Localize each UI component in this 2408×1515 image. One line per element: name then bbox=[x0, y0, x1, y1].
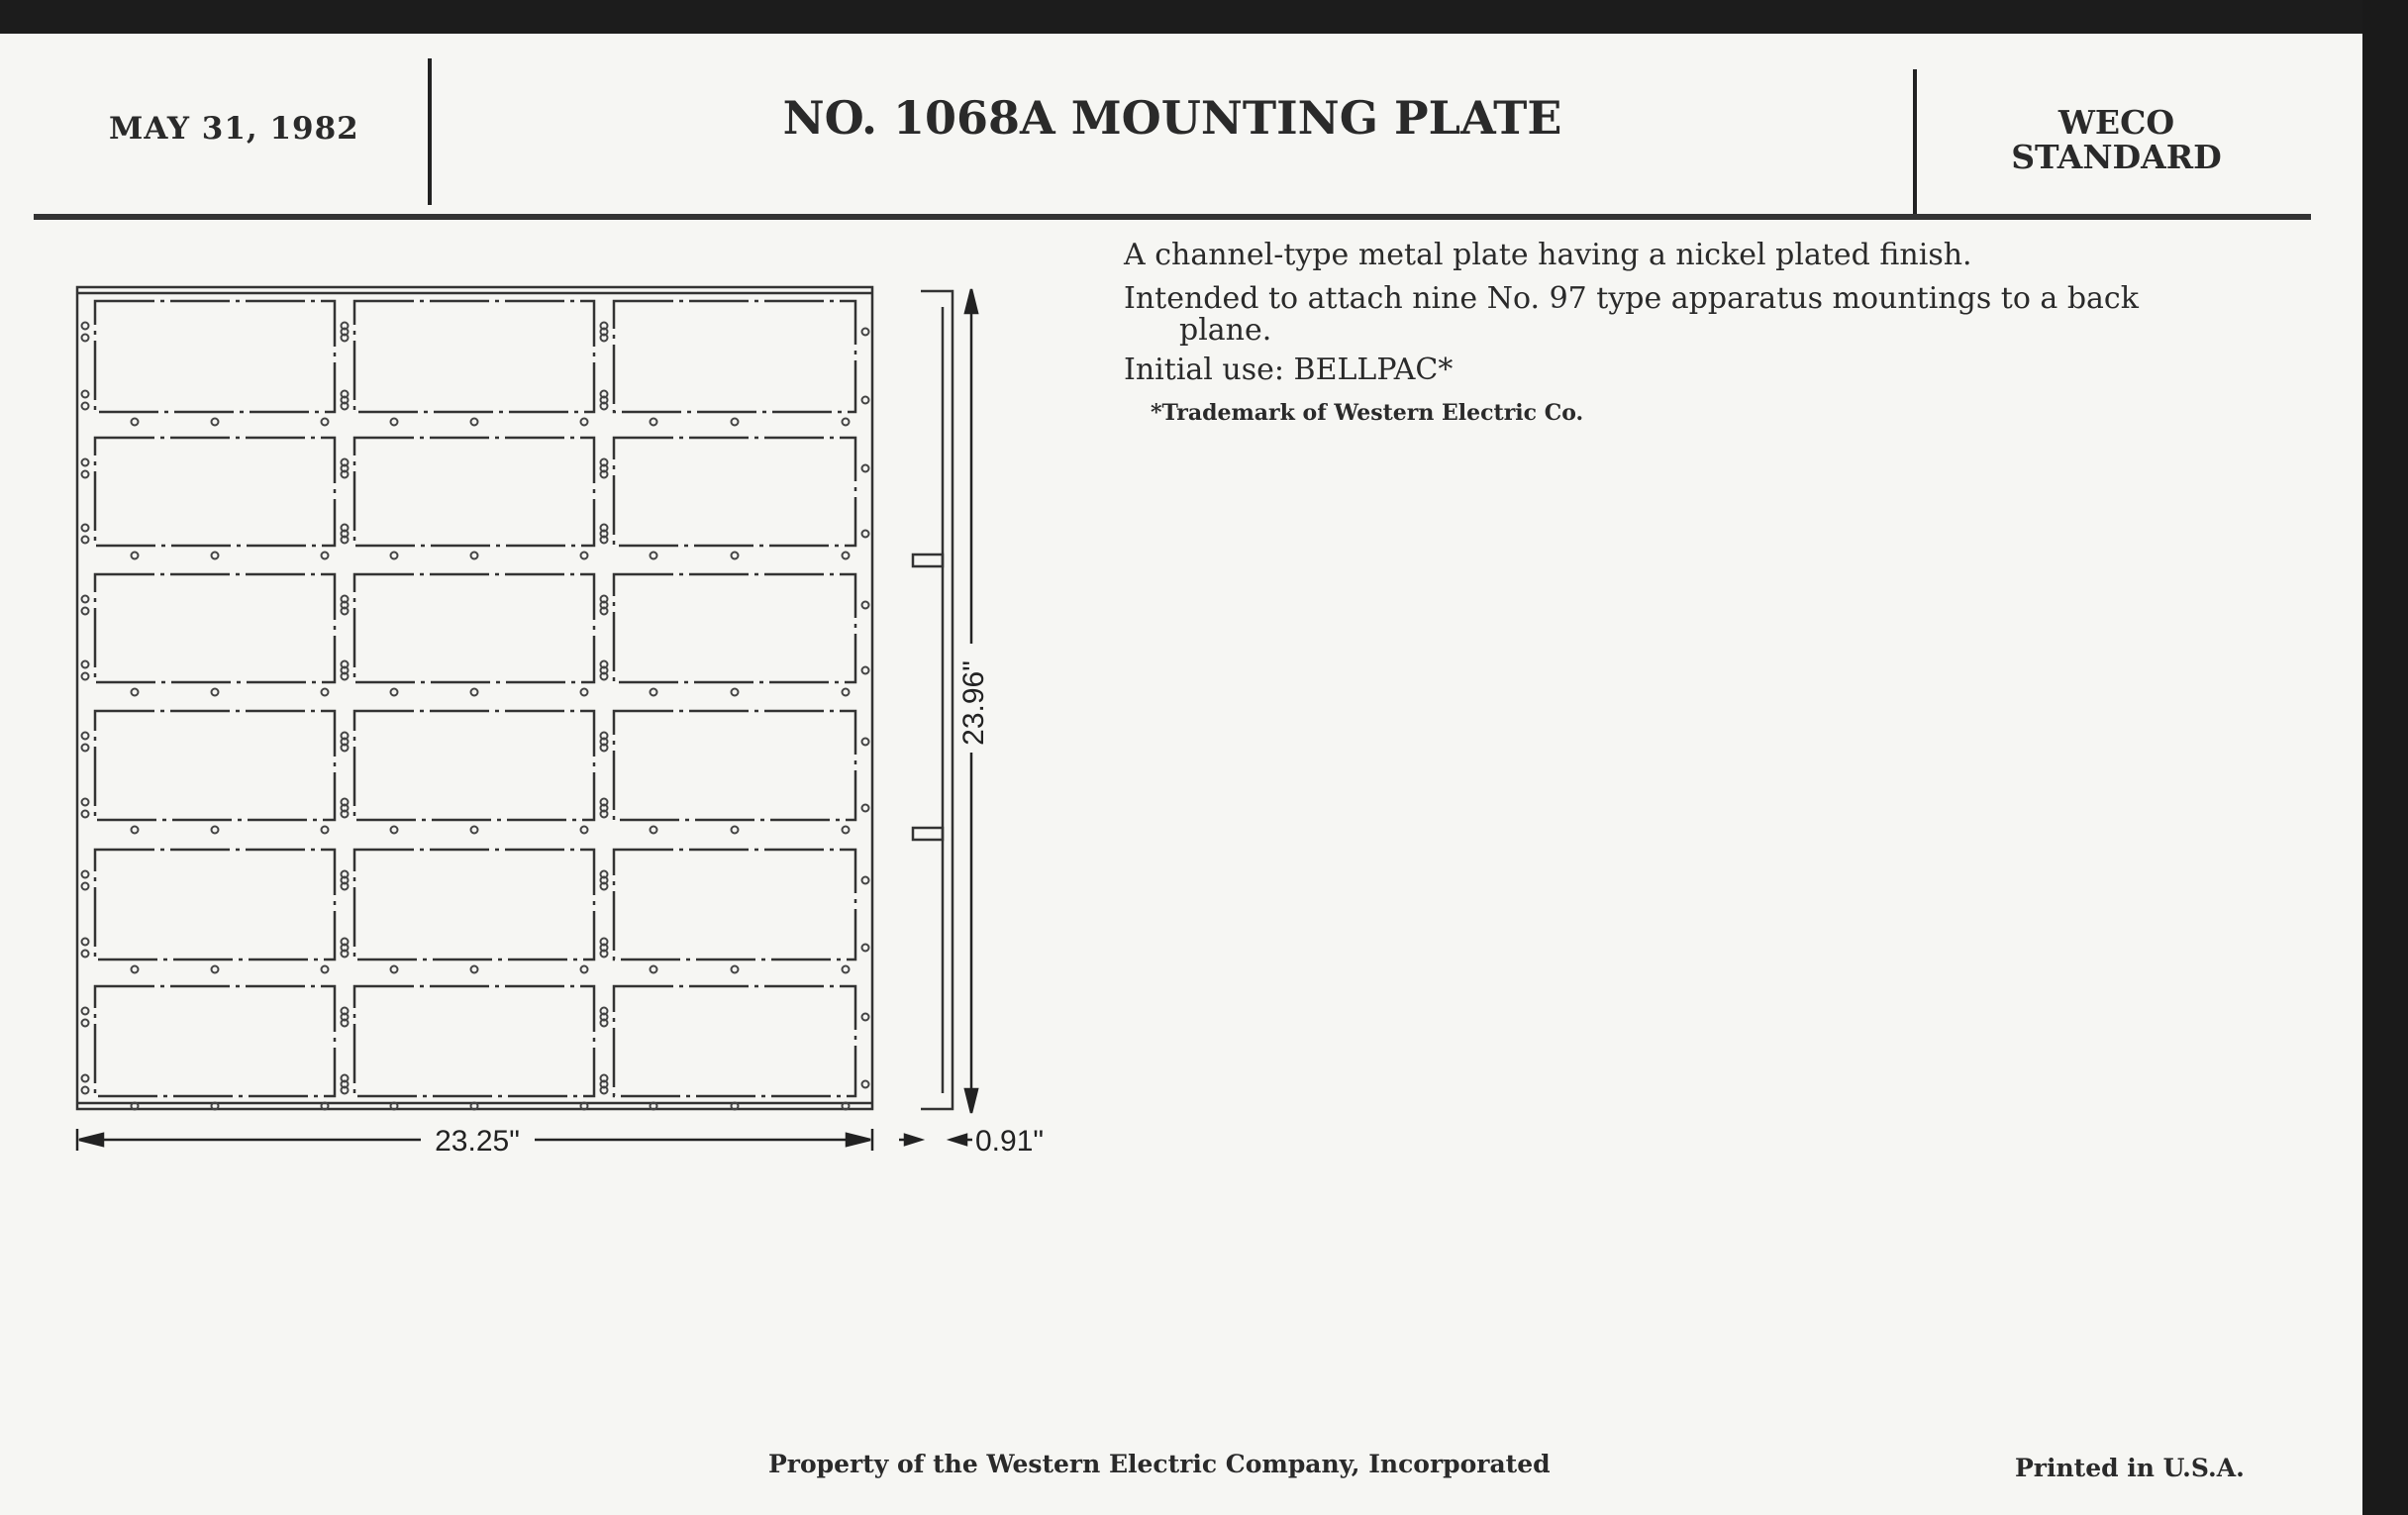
width-dimension bbox=[77, 1129, 972, 1151]
mounting-hole bbox=[732, 553, 739, 559]
mounting-hole bbox=[862, 531, 869, 538]
mounting-hole bbox=[862, 329, 869, 336]
mounting-hole bbox=[82, 1008, 89, 1015]
width-label: 23.25" bbox=[435, 1125, 520, 1158]
mounting-hole bbox=[82, 1020, 89, 1027]
standard-line-1: WECO bbox=[2057, 103, 2175, 142]
mounting-hole bbox=[471, 689, 478, 696]
arrow-down-icon bbox=[965, 1089, 977, 1113]
mounting-hole bbox=[322, 419, 329, 426]
mounting-hole bbox=[82, 335, 89, 342]
mounting-hole bbox=[82, 1087, 89, 1094]
mounting-hole bbox=[82, 608, 89, 615]
mounting-hole bbox=[843, 966, 850, 973]
mounting-hole bbox=[732, 966, 739, 973]
mounting-hole bbox=[843, 827, 850, 834]
side-profile bbox=[913, 291, 953, 1109]
page-title: NO. 1068A MOUNTING PLATE bbox=[782, 91, 1562, 145]
description-line-1: A channel-type metal plate having a nickel plated finish. bbox=[1124, 238, 1972, 272]
mounting-hole bbox=[862, 739, 869, 746]
mounting-hole bbox=[82, 871, 89, 878]
mounting-hole bbox=[322, 966, 329, 973]
mounting-hole bbox=[132, 553, 139, 559]
mounting-hole bbox=[581, 689, 588, 696]
mounting-hole bbox=[322, 827, 329, 834]
cutout bbox=[614, 986, 855, 1096]
mounting-hole bbox=[651, 966, 657, 973]
mounting-hole bbox=[862, 805, 869, 812]
mounting-hole bbox=[132, 966, 139, 973]
standoff-bottom bbox=[913, 828, 943, 840]
mounting-hole bbox=[212, 419, 219, 426]
mounting-hole bbox=[82, 745, 89, 752]
mounting-hole bbox=[82, 459, 89, 466]
mounting-hole bbox=[862, 667, 869, 674]
mounting-hole bbox=[212, 553, 219, 559]
mounting-hole bbox=[862, 397, 869, 404]
cutout bbox=[354, 850, 594, 960]
cutout bbox=[354, 438, 594, 546]
mounting-hole bbox=[391, 689, 398, 696]
arrow-up-icon bbox=[965, 289, 977, 313]
mounting-hole bbox=[132, 419, 139, 426]
mounting-hole bbox=[132, 689, 139, 696]
height-label: 23.96" bbox=[957, 660, 990, 746]
cutout bbox=[614, 301, 855, 412]
mounting-hole bbox=[843, 553, 850, 559]
mounting-hole bbox=[82, 673, 89, 680]
cutout bbox=[614, 574, 855, 682]
mounting-hole bbox=[581, 553, 588, 559]
mounting-hole bbox=[82, 403, 89, 410]
arrow-right-icon bbox=[847, 1134, 870, 1146]
mounting-hole bbox=[82, 525, 89, 532]
mounting-hole bbox=[82, 883, 89, 890]
cutout bbox=[354, 986, 594, 1096]
cutout bbox=[614, 850, 855, 960]
mounting-hole bbox=[843, 689, 850, 696]
mounting-hole bbox=[212, 689, 219, 696]
mounting-hole bbox=[82, 951, 89, 958]
mounting-hole bbox=[82, 537, 89, 544]
arrow-left-icon bbox=[79, 1134, 103, 1146]
cutout bbox=[95, 711, 335, 820]
mounting-hole bbox=[581, 966, 588, 973]
cutout bbox=[614, 438, 855, 546]
mounting-hole bbox=[862, 465, 869, 472]
mounting-hole bbox=[843, 419, 850, 426]
cutout bbox=[95, 301, 335, 412]
cutout bbox=[614, 711, 855, 820]
cutout bbox=[354, 301, 594, 412]
document-date: MAY 31, 1982 bbox=[109, 111, 359, 147]
property-notice: Property of the Western Electric Company, Incorporated bbox=[768, 1450, 1551, 1478]
cutout bbox=[95, 850, 335, 960]
mounting-hole bbox=[862, 602, 869, 609]
mounting-hole bbox=[862, 945, 869, 952]
mounting-hole bbox=[212, 827, 219, 834]
mounting-hole bbox=[132, 827, 139, 834]
mounting-hole bbox=[862, 1014, 869, 1021]
mounting-hole bbox=[732, 689, 739, 696]
mounting-hole bbox=[82, 799, 89, 806]
depth-label: 0.91" bbox=[975, 1125, 1045, 1158]
trademark-footnote: *Trademark of Western Electric Co. bbox=[1151, 400, 1584, 426]
mounting-hole bbox=[391, 966, 398, 973]
cutout bbox=[95, 986, 335, 1096]
mounting-hole bbox=[82, 391, 89, 398]
mounting-hole bbox=[82, 323, 89, 330]
mounting-hole bbox=[862, 1081, 869, 1088]
cutout bbox=[354, 711, 594, 820]
printed-notice: Printed in U.S.A. bbox=[2015, 1454, 2245, 1482]
mounting-hole bbox=[651, 419, 657, 426]
mounting-hole bbox=[471, 966, 478, 973]
mounting-hole bbox=[82, 733, 89, 740]
mounting-hole bbox=[391, 419, 398, 426]
mounting-hole bbox=[862, 877, 869, 884]
mounting-hole bbox=[322, 553, 329, 559]
initial-use: Initial use: BELLPAC* bbox=[1124, 353, 1454, 387]
mounting-hole bbox=[82, 811, 89, 818]
mounting-hole bbox=[732, 827, 739, 834]
mounting-hole bbox=[581, 419, 588, 426]
mounting-hole bbox=[212, 966, 219, 973]
mounting-hole bbox=[82, 939, 89, 946]
channel-profile bbox=[921, 291, 953, 1109]
cutout bbox=[95, 574, 335, 682]
mounting-hole bbox=[471, 419, 478, 426]
description-line-2: Intended to attach nine No. 97 type apparatus mountings to a back bbox=[1124, 281, 2139, 316]
mounting-hole bbox=[322, 689, 329, 696]
mounting-hole bbox=[391, 827, 398, 834]
cutout bbox=[95, 438, 335, 546]
description-line-2-cont: plane. bbox=[1179, 313, 1272, 348]
depth-arrow-right-icon bbox=[905, 1135, 921, 1145]
mounting-hole bbox=[471, 553, 478, 559]
mounting-hole bbox=[82, 596, 89, 603]
mounting-hole bbox=[651, 553, 657, 559]
mounting-hole bbox=[82, 1075, 89, 1082]
mounting-hole bbox=[82, 661, 89, 668]
mounting-hole bbox=[732, 419, 739, 426]
mounting-hole bbox=[581, 827, 588, 834]
cutout bbox=[354, 574, 594, 682]
mounting-hole bbox=[391, 553, 398, 559]
standard-line-2: STANDARD bbox=[2011, 138, 2222, 176]
mounting-hole bbox=[651, 689, 657, 696]
mounting-hole bbox=[471, 827, 478, 834]
mounting-hole bbox=[82, 471, 89, 478]
mounting-hole bbox=[651, 827, 657, 834]
standoff-top bbox=[913, 555, 943, 566]
